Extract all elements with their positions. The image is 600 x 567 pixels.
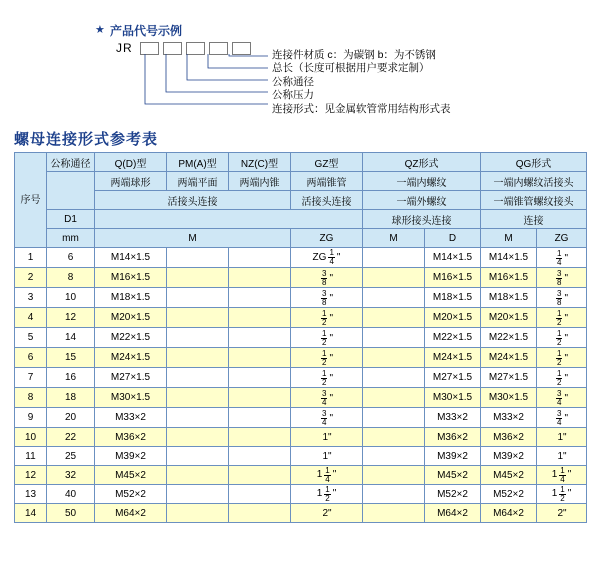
cell-nz bbox=[229, 348, 291, 368]
table-header-row bbox=[15, 210, 587, 229]
cell-dn: 15 bbox=[47, 348, 95, 368]
cell-qg-zg: 1 $\frac{1}{4}$ " bbox=[537, 466, 587, 485]
cell-seq: 10 bbox=[15, 428, 47, 447]
cell-nz bbox=[229, 288, 291, 308]
header-unit-qg-m: M bbox=[481, 229, 537, 248]
cell-gz: 1 $\frac{1}{2}$ " bbox=[291, 485, 363, 504]
header-sub-qg: 一端内螺纹活接头 bbox=[481, 172, 587, 191]
table-header-row bbox=[15, 172, 587, 191]
cell-pm bbox=[167, 447, 229, 466]
cell-qg-m: M39×2 bbox=[481, 447, 537, 466]
cell-qz-d: M27×1.5 bbox=[425, 368, 481, 388]
cell-qg-m: M30×1.5 bbox=[481, 388, 537, 408]
cell-seq: 2 bbox=[15, 268, 47, 288]
cell-nz bbox=[229, 368, 291, 388]
nut-connection-table bbox=[14, 152, 587, 523]
cell-qg-m: M33×2 bbox=[481, 408, 537, 428]
cell-gz: $\frac{3}{4}$ " bbox=[291, 388, 363, 408]
table-row bbox=[15, 288, 587, 308]
cell-gz: ZG $\frac{1}{4}$ " bbox=[291, 248, 363, 268]
legend-note: 公称通径 bbox=[272, 75, 314, 88]
cell-dn: 10 bbox=[47, 288, 95, 308]
legend-title: 产品代号示例 bbox=[110, 24, 183, 38]
cell-gz: 2" bbox=[291, 504, 363, 523]
header-sub4-qz: 球形接头连接 bbox=[363, 210, 481, 229]
cell-dn: 40 bbox=[47, 485, 95, 504]
cell-q: M33×2 bbox=[95, 408, 167, 428]
cell-qz-m bbox=[363, 485, 425, 504]
header-sub-qz: 一端内螺纹 bbox=[363, 172, 481, 191]
cell-q: M24×1.5 bbox=[95, 348, 167, 368]
table-row bbox=[15, 388, 587, 408]
cell-qz-m bbox=[363, 248, 425, 268]
cell-pm bbox=[167, 504, 229, 523]
table-row bbox=[15, 348, 587, 368]
header-group-gz: GZ型 bbox=[291, 153, 363, 172]
table-row bbox=[15, 308, 587, 328]
cell-gz: 1" bbox=[291, 428, 363, 447]
header-group-q: Q(D)型 bbox=[95, 153, 167, 172]
cell-pm bbox=[167, 408, 229, 428]
legend-note: 总长（长度可根据用户要求定制） bbox=[272, 62, 430, 75]
header-dn-blank bbox=[47, 172, 95, 210]
cell-q: M16×1.5 bbox=[95, 268, 167, 288]
table-header-row bbox=[15, 191, 587, 210]
cell-qg-zg: 1" bbox=[537, 447, 587, 466]
table-row bbox=[15, 485, 587, 504]
cell-dn: 6 bbox=[47, 248, 95, 268]
cell-seq: 5 bbox=[15, 328, 47, 348]
cell-qz-d: M22×1.5 bbox=[425, 328, 481, 348]
cell-nz bbox=[229, 388, 291, 408]
legend-note: 连接件材质 c：为碳钢 b：为不锈钢 bbox=[272, 49, 436, 61]
cell-gz: 1" bbox=[291, 447, 363, 466]
table-row bbox=[15, 428, 587, 447]
header-unit-mm: mm bbox=[47, 229, 95, 248]
cell-pm bbox=[167, 368, 229, 388]
header-group-nz: NZ(C)型 bbox=[229, 153, 291, 172]
cell-qz-m bbox=[363, 348, 425, 368]
cell-qz-d: M36×2 bbox=[425, 428, 481, 447]
cell-gz: $\frac{1}{2}$ " bbox=[291, 308, 363, 328]
cell-gz: $\frac{1}{2}$ " bbox=[291, 368, 363, 388]
cell-qz-d: M16×1.5 bbox=[425, 268, 481, 288]
cell-qz-d: M18×1.5 bbox=[425, 288, 481, 308]
cell-dn: 20 bbox=[47, 408, 95, 428]
cell-qg-m: M45×2 bbox=[481, 466, 537, 485]
cell-dn: 22 bbox=[47, 428, 95, 447]
cell-seq: 3 bbox=[15, 288, 47, 308]
cell-seq: 14 bbox=[15, 504, 47, 523]
cell-qz-m bbox=[363, 408, 425, 428]
cell-pm bbox=[167, 288, 229, 308]
cell-gz: $\frac{3}{8}$ " bbox=[291, 288, 363, 308]
cell-qg-zg: $\frac{3}{8}$ " bbox=[537, 288, 587, 308]
header-unit-qg-zg: ZG bbox=[537, 229, 587, 248]
cell-nz bbox=[229, 428, 291, 447]
cell-nz bbox=[229, 485, 291, 504]
cell-qz-d: M52×2 bbox=[425, 485, 481, 504]
cell-q: M36×2 bbox=[95, 428, 167, 447]
cell-qg-zg: $\frac{3}{8}$ " bbox=[537, 268, 587, 288]
cell-qz-m bbox=[363, 288, 425, 308]
cell-seq: 1 bbox=[15, 248, 47, 268]
table-row bbox=[15, 268, 587, 288]
star-icon: ★ bbox=[95, 24, 105, 36]
cell-nz bbox=[229, 308, 291, 328]
cell-qg-zg: $\frac{1}{2}$ " bbox=[537, 328, 587, 348]
cell-qz-d: M14×1.5 bbox=[425, 248, 481, 268]
table-row bbox=[15, 328, 587, 348]
cell-q: M20×1.5 bbox=[95, 308, 167, 328]
cell-seq: 13 bbox=[15, 485, 47, 504]
cell-qg-zg: $\frac{3}{4}$ " bbox=[537, 408, 587, 428]
table-header-row bbox=[15, 153, 587, 172]
cell-qg-zg: $\frac{1}{2}$ " bbox=[537, 368, 587, 388]
cell-qg-m: M18×1.5 bbox=[481, 288, 537, 308]
cell-nz bbox=[229, 447, 291, 466]
cell-q: M30×1.5 bbox=[95, 388, 167, 408]
cell-pm bbox=[167, 485, 229, 504]
header-group-qz: QZ形式 bbox=[363, 153, 481, 172]
code-prefix: JR bbox=[116, 41, 133, 55]
cell-dn: 8 bbox=[47, 268, 95, 288]
legend-note: 连接形式：见金属软管常用结构形式表 bbox=[272, 102, 451, 115]
cell-q: M52×2 bbox=[95, 485, 167, 504]
cell-qz-d: M39×2 bbox=[425, 447, 481, 466]
cell-q: M39×2 bbox=[95, 447, 167, 466]
cell-q: M45×2 bbox=[95, 466, 167, 485]
cell-gz: 1 $\frac{1}{4}$ " bbox=[291, 466, 363, 485]
cell-seq: 11 bbox=[15, 447, 47, 466]
cell-qg-zg: 1 $\frac{1}{2}$ " bbox=[537, 485, 587, 504]
cell-pm bbox=[167, 428, 229, 447]
cell-qz-m bbox=[363, 466, 425, 485]
cell-dn: 32 bbox=[47, 466, 95, 485]
cell-seq: 12 bbox=[15, 466, 47, 485]
header-sub-pm: 两端平面 bbox=[167, 172, 229, 191]
cell-seq: 8 bbox=[15, 388, 47, 408]
cell-dn: 25 bbox=[47, 447, 95, 466]
cell-qz-m bbox=[363, 328, 425, 348]
legend-notes bbox=[272, 49, 451, 116]
table-row bbox=[15, 368, 587, 388]
cell-qz-d: M24×1.5 bbox=[425, 348, 481, 368]
cell-q: M64×2 bbox=[95, 504, 167, 523]
header-unit-m: M bbox=[95, 229, 291, 248]
cell-qg-zg: 2" bbox=[537, 504, 587, 523]
cell-dn: 14 bbox=[47, 328, 95, 348]
header-sub-gz: 两端锥管 bbox=[291, 172, 363, 191]
cell-qg-m: M64×2 bbox=[481, 504, 537, 523]
cell-dn: 16 bbox=[47, 368, 95, 388]
header-blank bbox=[95, 210, 363, 229]
cell-pm bbox=[167, 248, 229, 268]
cell-q: M22×1.5 bbox=[95, 328, 167, 348]
header-sub-q: 两端球形 bbox=[95, 172, 167, 191]
header-sub3-gz: 活接头连接 bbox=[291, 191, 363, 210]
cell-nz bbox=[229, 248, 291, 268]
cell-qg-m: M24×1.5 bbox=[481, 348, 537, 368]
table-row bbox=[15, 466, 587, 485]
header-sub3-qg: 一端锥管螺纹接头 bbox=[481, 191, 587, 210]
cell-pm bbox=[167, 348, 229, 368]
cell-qg-m: M20×1.5 bbox=[481, 308, 537, 328]
cell-gz: $\frac{3}{4}$ " bbox=[291, 408, 363, 428]
cell-qg-m: M27×1.5 bbox=[481, 368, 537, 388]
header-group-qg: QG形式 bbox=[481, 153, 587, 172]
header-sub-nz: 两端内锥 bbox=[229, 172, 291, 191]
cell-qz-m bbox=[363, 504, 425, 523]
cell-dn: 18 bbox=[47, 388, 95, 408]
header-unit-qz-m: M bbox=[363, 229, 425, 248]
cell-gz: $\frac{1}{2}$ " bbox=[291, 348, 363, 368]
header-seq: 序号 bbox=[15, 153, 47, 248]
cell-gz: $\frac{3}{8}$ " bbox=[291, 268, 363, 288]
product-code-legend bbox=[0, 0, 600, 120]
table-title: 螺母连接形式参考表 bbox=[14, 131, 159, 148]
cell-qz-m bbox=[363, 268, 425, 288]
cell-gz: $\frac{1}{2}$ " bbox=[291, 328, 363, 348]
header-sub3-left: 活接头连接 bbox=[95, 191, 291, 210]
cell-nz bbox=[229, 504, 291, 523]
header-group-pm: PM(A)型 bbox=[167, 153, 229, 172]
cell-dn: 50 bbox=[47, 504, 95, 523]
cell-q: M27×1.5 bbox=[95, 368, 167, 388]
cell-nz bbox=[229, 408, 291, 428]
cell-qg-zg: $\frac{3}{4}$ " bbox=[537, 388, 587, 408]
cell-qz-d: M33×2 bbox=[425, 408, 481, 428]
cell-dn: 12 bbox=[47, 308, 95, 328]
table-body bbox=[15, 153, 587, 523]
cell-seq: 6 bbox=[15, 348, 47, 368]
table-row bbox=[15, 408, 587, 428]
header-d1: D1 bbox=[47, 210, 95, 229]
cell-nz bbox=[229, 328, 291, 348]
cell-qg-m: M22×1.5 bbox=[481, 328, 537, 348]
cell-qz-m bbox=[363, 308, 425, 328]
header-unit-zg: ZG bbox=[291, 229, 363, 248]
cell-qz-d: M30×1.5 bbox=[425, 388, 481, 408]
cell-pm bbox=[167, 388, 229, 408]
table-row bbox=[15, 447, 587, 466]
cell-qg-m: M16×1.5 bbox=[481, 268, 537, 288]
cell-pm bbox=[167, 268, 229, 288]
cell-seq: 9 bbox=[15, 408, 47, 428]
table-row bbox=[15, 504, 587, 523]
cell-qz-d: M64×2 bbox=[425, 504, 481, 523]
cell-qg-zg: $\frac{1}{2}$ " bbox=[537, 348, 587, 368]
cell-qz-d: M45×2 bbox=[425, 466, 481, 485]
table-row bbox=[15, 248, 587, 268]
legend-note: 公称压力 bbox=[272, 89, 314, 102]
header-dn: 公称通径 bbox=[47, 153, 95, 172]
cell-nz bbox=[229, 466, 291, 485]
cell-qz-m bbox=[363, 388, 425, 408]
cell-q: M18×1.5 bbox=[95, 288, 167, 308]
cell-pm bbox=[167, 466, 229, 485]
header-unit-qz-d: D bbox=[425, 229, 481, 248]
cell-qg-m: M36×2 bbox=[481, 428, 537, 447]
cell-qg-zg: $\frac{1}{4}$ " bbox=[537, 248, 587, 268]
header-sub3-qz: 一端外螺纹 bbox=[363, 191, 481, 210]
cell-qg-m: M52×2 bbox=[481, 485, 537, 504]
cell-seq: 4 bbox=[15, 308, 47, 328]
cell-q: M14×1.5 bbox=[95, 248, 167, 268]
table-header-row bbox=[15, 229, 587, 248]
cell-pm bbox=[167, 328, 229, 348]
cell-qz-m bbox=[363, 368, 425, 388]
cell-qz-d: M20×1.5 bbox=[425, 308, 481, 328]
cell-nz bbox=[229, 268, 291, 288]
cell-qz-m bbox=[363, 428, 425, 447]
cell-qg-m: M14×1.5 bbox=[481, 248, 537, 268]
cell-qz-m bbox=[363, 447, 425, 466]
cell-pm bbox=[167, 308, 229, 328]
cell-seq: 7 bbox=[15, 368, 47, 388]
header-sub4-qg: 连接 bbox=[481, 210, 587, 229]
cell-qg-zg: $\frac{1}{2}$ " bbox=[537, 308, 587, 328]
cell-qg-zg: 1" bbox=[537, 428, 587, 447]
